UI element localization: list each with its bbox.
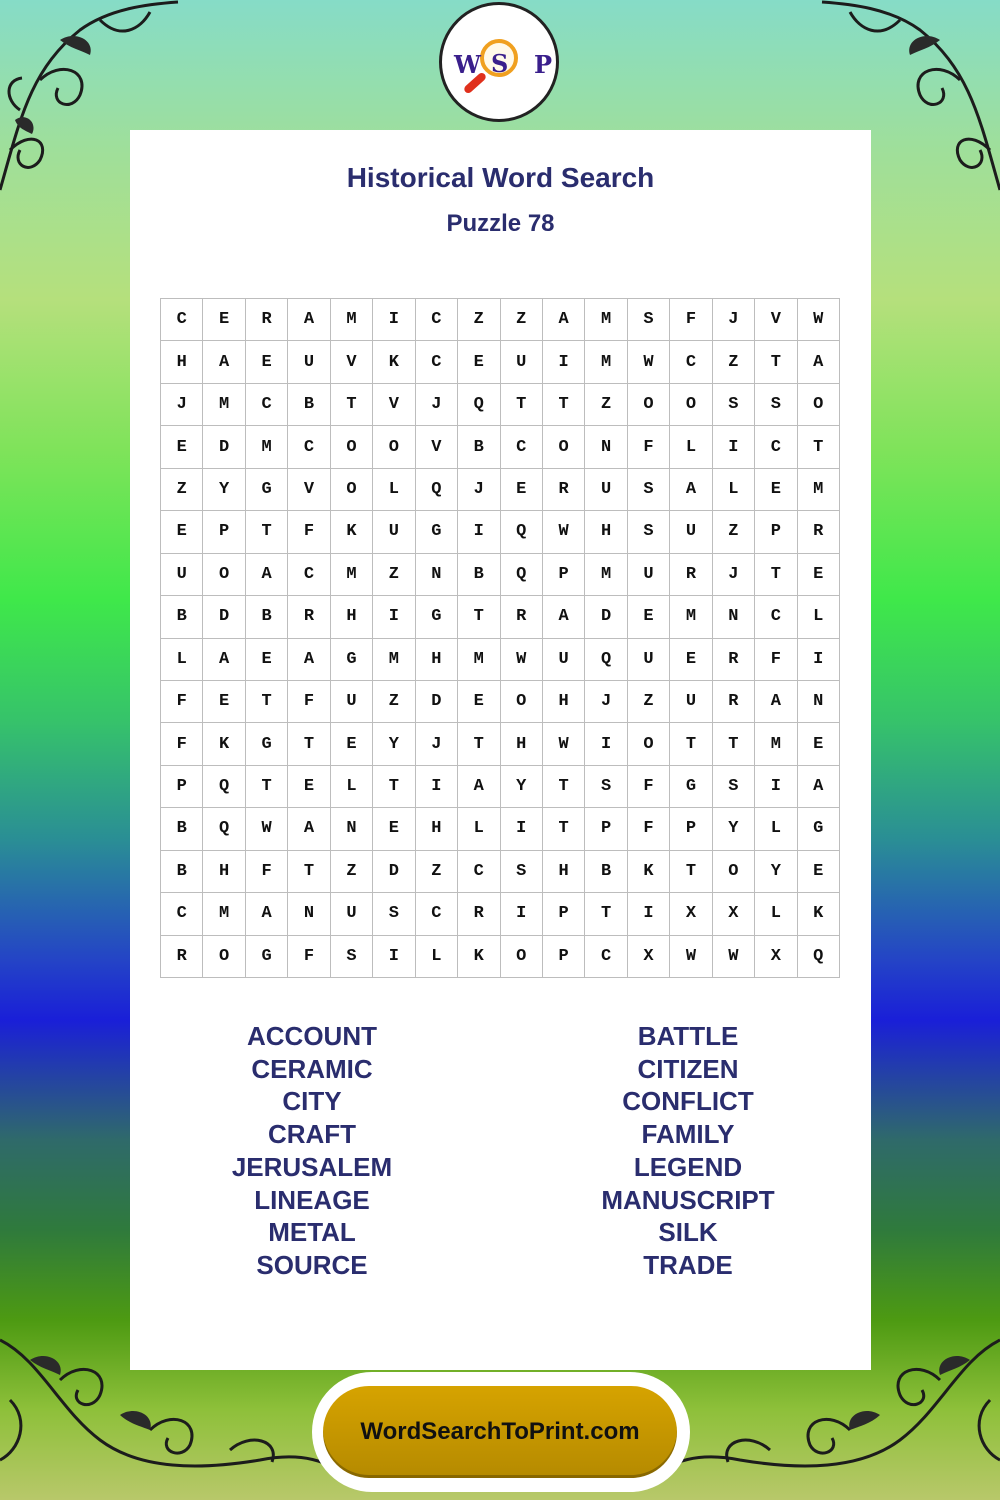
grid-cell[interactable]: T: [755, 554, 797, 596]
grid-cell[interactable]: M: [331, 554, 373, 596]
grid-cell[interactable]: D: [585, 596, 627, 638]
grid-cell[interactable]: N: [798, 681, 840, 723]
grid-cell[interactable]: E: [203, 681, 245, 723]
grid-cell[interactable]: U: [501, 341, 543, 383]
word-item: CITY: [282, 1086, 342, 1117]
grid-cell[interactable]: I: [755, 766, 797, 808]
grid-cell[interactable]: R: [501, 596, 543, 638]
grid-cell[interactable]: W: [501, 639, 543, 681]
grid-cell[interactable]: H: [543, 851, 585, 893]
grid-cell[interactable]: B: [458, 426, 500, 468]
grid-cell[interactable]: R: [670, 554, 712, 596]
grid-cell[interactable]: T: [798, 426, 840, 468]
grid-cell[interactable]: O: [331, 469, 373, 511]
grid-cell[interactable]: W: [543, 511, 585, 553]
grid-cell[interactable]: T: [670, 851, 712, 893]
grid-cell[interactable]: I: [585, 723, 627, 765]
grid-cell[interactable]: L: [755, 808, 797, 850]
grid-cell[interactable]: X: [670, 893, 712, 935]
word-item: JERUSALEM: [231, 1151, 393, 1182]
grid-cell[interactable]: Y: [501, 766, 543, 808]
grid-cell[interactable]: K: [628, 851, 670, 893]
grid-cell[interactable]: F: [288, 681, 330, 723]
grid-cell[interactable]: D: [373, 851, 415, 893]
grid-cell[interactable]: C: [755, 426, 797, 468]
grid-cell[interactable]: H: [543, 681, 585, 723]
grid-cell[interactable]: P: [755, 511, 797, 553]
grid-cell[interactable]: G: [416, 596, 458, 638]
grid-cell[interactable]: G: [798, 808, 840, 850]
word-item: CERAMIC: [251, 1053, 373, 1084]
grid-cell[interactable]: A: [458, 766, 500, 808]
grid-cell[interactable]: C: [416, 893, 458, 935]
grid-cell[interactable]: V: [331, 341, 373, 383]
grid-cell[interactable]: R: [161, 936, 203, 978]
grid-cell[interactable]: A: [246, 554, 288, 596]
site-name: WordSearchToPrint.com: [360, 1418, 640, 1445]
grid-cell[interactable]: M: [585, 299, 627, 341]
grid-cell[interactable]: Y: [203, 469, 245, 511]
grid-cell[interactable]: T: [543, 384, 585, 426]
grid-cell[interactable]: T: [246, 766, 288, 808]
grid-cell[interactable]: T: [288, 851, 330, 893]
grid-cell[interactable]: V: [755, 299, 797, 341]
grid-cell[interactable]: M: [458, 639, 500, 681]
grid-cell[interactable]: C: [585, 936, 627, 978]
grid-cell[interactable]: M: [798, 469, 840, 511]
grid-cell[interactable]: L: [798, 596, 840, 638]
grid-cell[interactable]: W: [628, 341, 670, 383]
grid-cell[interactable]: A: [670, 469, 712, 511]
word-item: LINEAGE: [254, 1184, 370, 1215]
grid-cell[interactable]: I: [798, 639, 840, 681]
grid-cell[interactable]: K: [798, 893, 840, 935]
grid-cell[interactable]: Z: [585, 384, 627, 426]
grid-cell[interactable]: O: [373, 426, 415, 468]
grid-cell[interactable]: F: [628, 426, 670, 468]
grid-cell[interactable]: O: [713, 851, 755, 893]
grid-cell[interactable]: F: [628, 808, 670, 850]
grid-cell[interactable]: A: [798, 766, 840, 808]
grid-cell[interactable]: R: [288, 596, 330, 638]
grid-cell[interactable]: N: [288, 893, 330, 935]
grid-cell[interactable]: C: [416, 299, 458, 341]
grid-cell[interactable]: P: [543, 893, 585, 935]
grid-cell[interactable]: T: [288, 723, 330, 765]
grid-cell[interactable]: F: [628, 766, 670, 808]
grid-cell[interactable]: P: [161, 766, 203, 808]
grid-cell[interactable]: X: [713, 893, 755, 935]
grid-cell[interactable]: J: [585, 681, 627, 723]
grid-cell[interactable]: G: [416, 511, 458, 553]
grid-cell[interactable]: O: [501, 681, 543, 723]
grid-cell[interactable]: Z: [331, 851, 373, 893]
grid-cell[interactable]: D: [416, 681, 458, 723]
grid-cell[interactable]: A: [755, 681, 797, 723]
grid-cell[interactable]: U: [628, 554, 670, 596]
grid-cell[interactable]: G: [246, 469, 288, 511]
grid-cell[interactable]: K: [203, 723, 245, 765]
grid-cell[interactable]: C: [670, 341, 712, 383]
grid-cell[interactable]: A: [203, 639, 245, 681]
grid-cell[interactable]: I: [713, 426, 755, 468]
grid-cell[interactable]: G: [331, 639, 373, 681]
word-item: MANUSCRIPT: [601, 1184, 775, 1215]
grid-cell[interactable]: F: [161, 723, 203, 765]
grid-cell[interactable]: L: [416, 936, 458, 978]
grid-cell[interactable]: M: [203, 893, 245, 935]
grid-cell[interactable]: D: [203, 596, 245, 638]
grid-cell[interactable]: E: [458, 681, 500, 723]
grid-cell[interactable]: W: [713, 936, 755, 978]
grid-cell[interactable]: K: [458, 936, 500, 978]
grid-cell[interactable]: I: [543, 341, 585, 383]
word-item: SILK: [658, 1217, 718, 1248]
grid-cell[interactable]: W: [670, 936, 712, 978]
grid-cell[interactable]: Q: [798, 936, 840, 978]
grid-cell[interactable]: J: [416, 384, 458, 426]
grid-cell[interactable]: B: [246, 596, 288, 638]
grid-cell[interactable]: V: [288, 469, 330, 511]
grid-cell[interactable]: E: [373, 808, 415, 850]
grid-cell[interactable]: P: [543, 554, 585, 596]
grid-cell[interactable]: U: [628, 639, 670, 681]
grid-cell[interactable]: W: [798, 299, 840, 341]
word-item: SOURCE: [256, 1249, 368, 1280]
grid-cell[interactable]: G: [246, 936, 288, 978]
grid-cell[interactable]: T: [331, 384, 373, 426]
grid-cell[interactable]: V: [373, 384, 415, 426]
grid-cell[interactable]: U: [373, 511, 415, 553]
grid-cell[interactable]: O: [628, 384, 670, 426]
grid-cell[interactable]: B: [458, 554, 500, 596]
grid-cell[interactable]: I: [628, 893, 670, 935]
grid-cell[interactable]: A: [288, 808, 330, 850]
grid-cell[interactable]: E: [798, 851, 840, 893]
grid-cell[interactable]: S: [628, 511, 670, 553]
grid-cell[interactable]: L: [458, 808, 500, 850]
word-item: ACCOUNT: [247, 1021, 377, 1051]
grid-cell[interactable]: B: [161, 808, 203, 850]
grid-cell[interactable]: H: [416, 808, 458, 850]
grid-cell[interactable]: R: [458, 893, 500, 935]
grid-cell[interactable]: E: [246, 639, 288, 681]
grid-cell[interactable]: I: [458, 511, 500, 553]
grid-cell[interactable]: Y: [713, 808, 755, 850]
grid-cell[interactable]: U: [331, 681, 373, 723]
grid-cell[interactable]: I: [416, 766, 458, 808]
footer-badge[interactable]: [323, 1386, 677, 1478]
grid-cell[interactable]: Z: [628, 681, 670, 723]
grid-cell[interactable]: E: [501, 469, 543, 511]
grid-cell[interactable]: P: [670, 808, 712, 850]
word-list-left: [162, 1020, 462, 1282]
grid-cell[interactable]: O: [628, 723, 670, 765]
grid-cell[interactable]: O: [203, 554, 245, 596]
grid-cell[interactable]: B: [288, 384, 330, 426]
grid-cell[interactable]: A: [246, 893, 288, 935]
grid-cell[interactable]: T: [755, 341, 797, 383]
grid-cell[interactable]: R: [798, 511, 840, 553]
grid-cell[interactable]: U: [585, 469, 627, 511]
grid-cell[interactable]: N: [713, 596, 755, 638]
grid-cell[interactable]: B: [161, 596, 203, 638]
grid-cell[interactable]: F: [755, 639, 797, 681]
grid-cell[interactable]: J: [416, 723, 458, 765]
grid-cell[interactable]: G: [670, 766, 712, 808]
grid-cell[interactable]: C: [458, 851, 500, 893]
grid-cell[interactable]: M: [670, 596, 712, 638]
grid-cell[interactable]: I: [501, 808, 543, 850]
grid-cell[interactable]: J: [161, 384, 203, 426]
grid-cell[interactable]: T: [501, 384, 543, 426]
grid-cell[interactable]: K: [373, 341, 415, 383]
grid-cell[interactable]: M: [585, 554, 627, 596]
grid-cell[interactable]: A: [288, 299, 330, 341]
grid-cell[interactable]: T: [585, 893, 627, 935]
grid-cell[interactable]: R: [246, 299, 288, 341]
grid-cell[interactable]: F: [246, 851, 288, 893]
grid-cell[interactable]: C: [501, 426, 543, 468]
grid-cell[interactable]: T: [458, 596, 500, 638]
grid-cell[interactable]: O: [670, 384, 712, 426]
grid-cell[interactable]: S: [755, 384, 797, 426]
page-title: Historical Word Search: [346, 162, 655, 193]
grid-cell[interactable]: C: [161, 299, 203, 341]
grid-cell[interactable]: I: [373, 596, 415, 638]
grid-cell[interactable]: J: [458, 469, 500, 511]
grid-cell[interactable]: G: [246, 723, 288, 765]
grid-cell[interactable]: M: [331, 299, 373, 341]
grid-cell[interactable]: C: [755, 596, 797, 638]
grid-cell[interactable]: Z: [501, 299, 543, 341]
grid-cell[interactable]: R: [543, 469, 585, 511]
grid-cell[interactable]: E: [203, 299, 245, 341]
grid-cell[interactable]: T: [543, 766, 585, 808]
grid-cell[interactable]: S: [331, 936, 373, 978]
word-item: CITIZEN: [637, 1053, 739, 1084]
word-item: TRADE: [643, 1249, 733, 1280]
grid-cell[interactable]: T: [246, 681, 288, 723]
grid-cell[interactable]: O: [501, 936, 543, 978]
grid-cell[interactable]: Q: [203, 766, 245, 808]
grid-cell[interactable]: S: [713, 384, 755, 426]
grid-cell[interactable]: Q: [458, 384, 500, 426]
logo-letter-p: P: [534, 50, 553, 79]
grid-cell[interactable]: T: [246, 511, 288, 553]
grid-cell[interactable]: S: [628, 299, 670, 341]
grid-cell[interactable]: Q: [585, 639, 627, 681]
grid-cell[interactable]: Z: [373, 554, 415, 596]
grid-cell[interactable]: H: [331, 596, 373, 638]
grid-cell[interactable]: F: [670, 299, 712, 341]
grid-cell[interactable]: T: [543, 808, 585, 850]
grid-cell[interactable]: L: [713, 469, 755, 511]
grid-cell[interactable]: E: [670, 639, 712, 681]
grid-cell[interactable]: E: [161, 511, 203, 553]
grid-cell[interactable]: E: [161, 426, 203, 468]
grid-cell[interactable]: B: [161, 851, 203, 893]
grid-cell[interactable]: E: [755, 469, 797, 511]
grid-cell[interactable]: J: [713, 554, 755, 596]
grid-cell[interactable]: A: [543, 596, 585, 638]
grid-cell[interactable]: L: [670, 426, 712, 468]
word-item: BATTLE: [637, 1021, 739, 1051]
grid-cell[interactable]: U: [161, 554, 203, 596]
grid-cell[interactable]: L: [331, 766, 373, 808]
puzzle-number: Puzzle 78: [446, 210, 555, 237]
grid-cell[interactable]: H: [161, 341, 203, 383]
grid-cell[interactable]: O: [798, 384, 840, 426]
grid-cell[interactable]: O: [203, 936, 245, 978]
grid-cell[interactable]: F: [288, 511, 330, 553]
grid-cell[interactable]: E: [331, 723, 373, 765]
grid-cell[interactable]: A: [203, 341, 245, 383]
grid-cell[interactable]: B: [585, 851, 627, 893]
grid-cell[interactable]: M: [246, 426, 288, 468]
word-item: CONFLICT: [622, 1086, 754, 1117]
grid-cell[interactable]: A: [543, 299, 585, 341]
grid-cell[interactable]: T: [373, 766, 415, 808]
grid-cell[interactable]: Y: [373, 723, 415, 765]
logo-letter-s: S: [491, 49, 509, 78]
grid-cell[interactable]: Q: [501, 511, 543, 553]
grid-cell[interactable]: E: [246, 341, 288, 383]
grid-cell[interactable]: H: [585, 511, 627, 553]
grid-cell[interactable]: F: [161, 681, 203, 723]
grid-cell[interactable]: L: [755, 893, 797, 935]
grid-cell[interactable]: I: [373, 936, 415, 978]
grid-cell[interactable]: Z: [458, 299, 500, 341]
grid-cell[interactable]: E: [628, 596, 670, 638]
grid-cell[interactable]: K: [331, 511, 373, 553]
grid-cell[interactable]: C: [246, 384, 288, 426]
grid-cell[interactable]: S: [628, 469, 670, 511]
grid-cell[interactable]: Y: [755, 851, 797, 893]
grid-cell[interactable]: E: [798, 723, 840, 765]
grid-cell[interactable]: O: [331, 426, 373, 468]
grid-cell[interactable]: I: [373, 299, 415, 341]
grid-cell[interactable]: U: [670, 511, 712, 553]
grid-cell[interactable]: P: [543, 936, 585, 978]
grid-cell[interactable]: A: [798, 341, 840, 383]
grid-cell[interactable]: X: [628, 936, 670, 978]
grid-cell[interactable]: C: [288, 426, 330, 468]
grid-cell[interactable]: U: [288, 341, 330, 383]
grid-cell[interactable]: E: [458, 341, 500, 383]
grid-cell[interactable]: M: [203, 384, 245, 426]
grid-cell[interactable]: P: [585, 808, 627, 850]
grid-cell[interactable]: S: [501, 851, 543, 893]
grid-cell[interactable]: Q: [501, 554, 543, 596]
grid-cell[interactable]: Z: [161, 469, 203, 511]
grid-cell[interactable]: U: [331, 893, 373, 935]
grid-cell[interactable]: P: [203, 511, 245, 553]
grid-cell[interactable]: E: [798, 554, 840, 596]
grid-cell[interactable]: M: [755, 723, 797, 765]
grid-cell[interactable]: T: [458, 723, 500, 765]
grid-cell[interactable]: C: [416, 341, 458, 383]
letter-grid: [160, 298, 840, 978]
grid-cell[interactable]: H: [416, 639, 458, 681]
grid-cell[interactable]: C: [288, 554, 330, 596]
grid-cell[interactable]: Q: [416, 469, 458, 511]
grid-cell[interactable]: E: [288, 766, 330, 808]
word-item: CRAFT: [267, 1119, 357, 1150]
grid-cell[interactable]: O: [543, 426, 585, 468]
grid-cell[interactable]: N: [331, 808, 373, 850]
grid-cell[interactable]: Z: [416, 851, 458, 893]
grid-cell[interactable]: T: [713, 723, 755, 765]
grid-cell[interactable]: N: [416, 554, 458, 596]
grid-cell[interactable]: S: [373, 893, 415, 935]
grid-cell[interactable]: U: [543, 639, 585, 681]
grid-cell[interactable]: Q: [203, 808, 245, 850]
grid-cell[interactable]: A: [288, 639, 330, 681]
grid-cell[interactable]: L: [161, 639, 203, 681]
logo-letter-w: W: [454, 50, 481, 79]
word-item: METAL: [268, 1217, 356, 1248]
grid-cell[interactable]: J: [713, 299, 755, 341]
grid-cell[interactable]: I: [501, 893, 543, 935]
grid-cell[interactable]: H: [501, 723, 543, 765]
grid-cell[interactable]: D: [203, 426, 245, 468]
grid-cell[interactable]: M: [585, 341, 627, 383]
grid-cell[interactable]: R: [713, 639, 755, 681]
grid-cell[interactable]: S: [585, 766, 627, 808]
grid-cell[interactable]: Z: [713, 511, 755, 553]
grid-cell[interactable]: L: [373, 469, 415, 511]
grid-cell[interactable]: W: [543, 723, 585, 765]
grid-cell[interactable]: W: [246, 808, 288, 850]
grid-cell[interactable]: X: [755, 936, 797, 978]
grid-cell[interactable]: N: [585, 426, 627, 468]
grid-cell[interactable]: H: [203, 851, 245, 893]
grid-cell[interactable]: U: [670, 681, 712, 723]
grid-cell[interactable]: Z: [373, 681, 415, 723]
wsp-logo: [439, 2, 559, 122]
word-list-right: [538, 1020, 838, 1282]
grid-cell[interactable]: M: [373, 639, 415, 681]
grid-cell[interactable]: Z: [713, 341, 755, 383]
grid-cell[interactable]: S: [713, 766, 755, 808]
grid-cell[interactable]: F: [288, 936, 330, 978]
grid-cell[interactable]: R: [713, 681, 755, 723]
word-item: LEGEND: [633, 1151, 743, 1182]
grid-cell[interactable]: T: [670, 723, 712, 765]
word-item: FAMILY: [641, 1119, 735, 1150]
grid-cell[interactable]: C: [161, 893, 203, 935]
grid-cell[interactable]: V: [416, 426, 458, 468]
